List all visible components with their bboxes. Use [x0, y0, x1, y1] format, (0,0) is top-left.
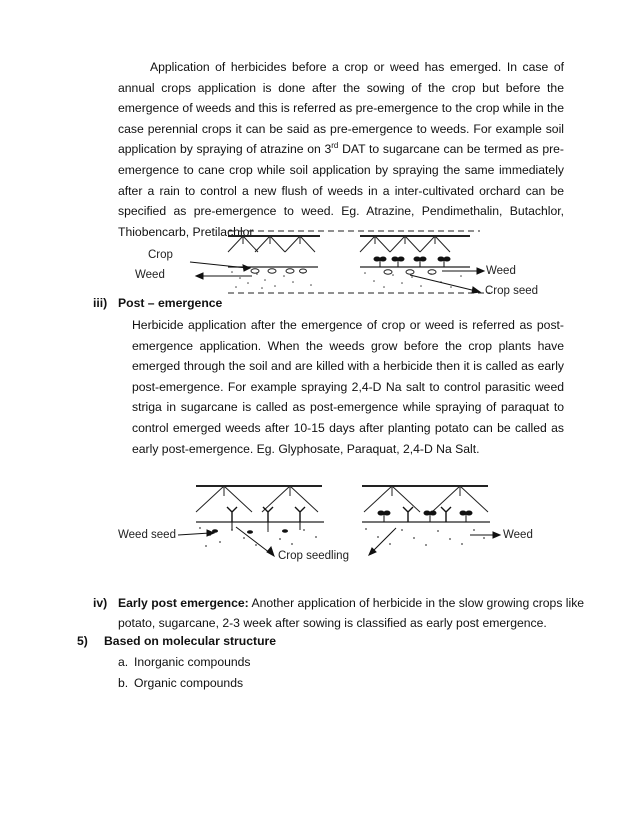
seeds-left [251, 269, 307, 273]
right-spray-nozzles-2 [364, 486, 488, 512]
soil-particles [231, 271, 462, 289]
early-post-marker: iv) [93, 596, 108, 610]
label-weed: Weed [503, 529, 533, 541]
list-item-inorganic: Inorganic compounds [134, 655, 251, 669]
right-spray-nozzles [360, 236, 450, 252]
early-post-text-1: Another application of herbicide in the slow growing crops like [248, 596, 585, 610]
crop-seedlings-left [227, 507, 305, 530]
label-weed-right: Weed [486, 265, 516, 277]
pre-emergence-text-1: Application of herbicides before a crop or weed has emerged. In case of annual crops application is done after the sowing of the crop but before the emergence of weeds and this is referred as pre-emergence to the crop while in the case perennial crops it can be said as pre-emergence to weeds. For example soil application by spraying of atrazine on 3 [118, 60, 564, 157]
left-spray-nozzles-2 [196, 486, 318, 512]
post-emergence-paragraph: Herbicide application after the emergence of crop or weed is referred as post-emergence application. When the weeds grow before the crop plants have emerged through the soil and are killed with a herbicide then it is called as early post-emergence. For example spraying 2,4-D Na salt to control parasitic weed striga in sugarcane is called as post-emergence while spraying of paraquat to control emerged weeds after 10-15 days after planting potato can be called as early post-emergence. Eg. Glyphosate, Paraquat, 2,4-D Na Salt. [132, 318, 564, 456]
early-post-line-1 [118, 596, 585, 610]
weeds-and-crops-right [378, 507, 472, 522]
left-spray-nozzles [228, 236, 315, 252]
soil-particles-2 [199, 527, 485, 547]
pre-emergence-text-2: DAT to sugarcane can be termed as pre-emergence to cane crop while soil application by spraying the same immediately after a rain to control a new flush of weeds in a inter-cultivated orchard can be specified as pre-emergence to weed. Eg. Atrazine, Pendimethalin, Butachlor, Thiobencarb, Pretilachlor [118, 142, 564, 239]
early-post-heading: Early post emergence: [118, 596, 249, 610]
list-item-marker: b. [118, 676, 129, 690]
early-post-text-2: potato, sugarcane, 2-3 week after sowing is classified as early post emergence. [118, 616, 547, 630]
molecular-heading: Based on molecular structure [104, 634, 277, 648]
post-emergence-marker: iii) [93, 296, 108, 310]
molecular-marker: 5) [77, 634, 88, 648]
list-item-organic: Organic compounds [134, 676, 244, 690]
label-crop-seed: Crop seed [485, 285, 539, 297]
pre-emergence-diagram [228, 231, 490, 293]
weed-seeds-left [212, 529, 288, 534]
ordinal-suffix: rd [331, 141, 339, 151]
label-weed-left: Weed [135, 269, 165, 281]
weed-seedlings-right [374, 257, 450, 267]
seeds-right [384, 270, 436, 274]
list-item-marker: a. [118, 655, 129, 669]
label-crop: Crop [148, 249, 173, 261]
post-emergence-heading: Post – emergence [118, 296, 223, 310]
label-weed-seed: Weed seed [118, 529, 176, 541]
label-crop-seedling: Crop seedling [278, 550, 349, 562]
